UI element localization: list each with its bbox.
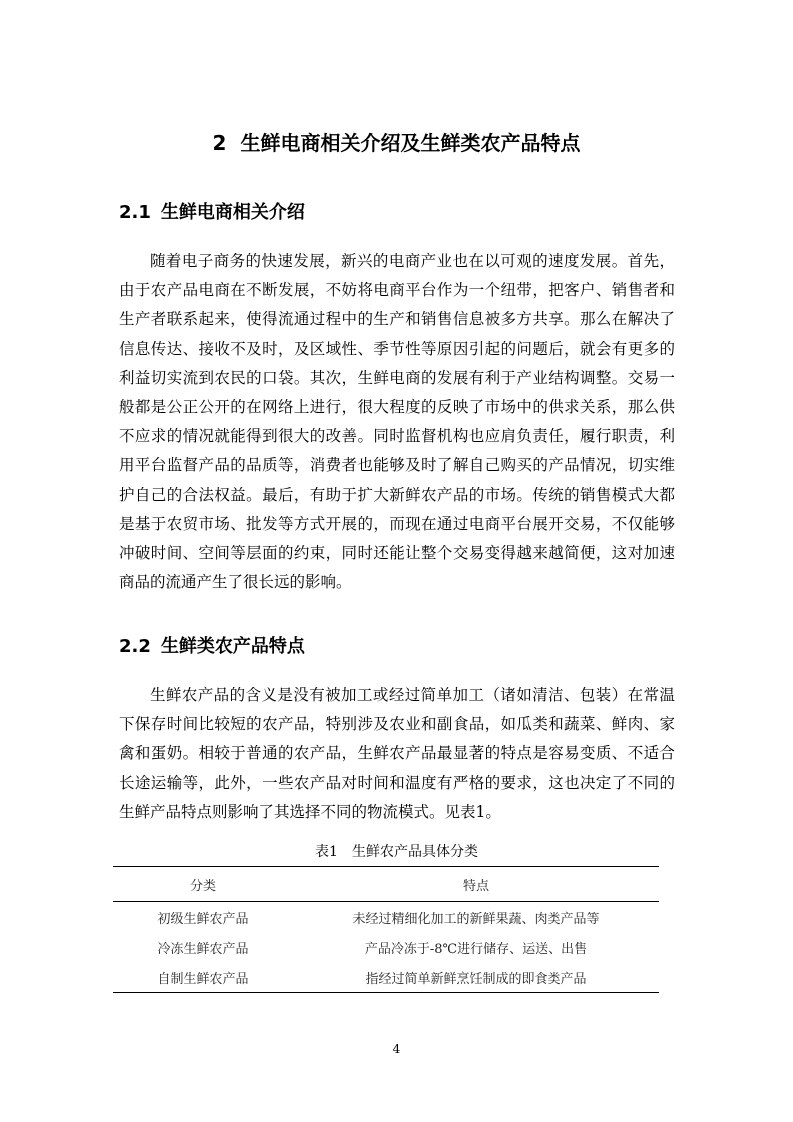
table-header-cell: 分类 xyxy=(189,878,216,894)
table-caption-number: 表1 xyxy=(315,844,338,860)
table-row xyxy=(113,902,659,932)
chapter-title xyxy=(0,128,793,158)
chapter-title-text: 生鲜电商相关介绍及生鲜类农产品特点 xyxy=(240,131,581,155)
table-cell: 未经过精细化加工的新鲜果蔬、肉类产品等 xyxy=(352,911,600,927)
table-row xyxy=(113,962,659,992)
table-cell: 冷冻生鲜农产品 xyxy=(157,941,249,957)
table-cell: 初级生鲜农产品 xyxy=(157,911,249,927)
section-2-1-paragraph: 随着电子商务的快速发展，新兴的电商产业也在以可观的速度发展。首先，由于农产品电商在不断发展，不妨将电商平台作为一个纽带，把客户、销售者和生产者联系起来，使得流通过程中的生产和销售信息被多方共享。那么在解决了信息传达、接收不及时，及区域性、季节性等原因引起的问题后，就会有更多的利益切实流到农民的口袋。其次，生鲜电商的发展有利于产业结构调整。交易一般都是公正公开的在网络上进行，很大程度的反映了市场中的供求关系，那么供不应求的情况就能得到很大的改善。同时监督机构也应肩负责任，履行职责，利用平台监督产品的品质等，消费者也能够及时了解自己购买的产品情况，切实维护自己的合法权益。最后，有助于扩大新鲜农产品的市场。传统的销售模式大都是基于农贸市场、批发等方式开展的，而现在通过电商平台展开交易，不仅能够冲破时间、空间等层面的约束，同时还能让整个交易变得越来越简便，这对加速商品的流通产生了很长远的影响。 xyxy=(119,252,675,592)
section-title-text: 生鲜类农产品特点 xyxy=(160,636,305,657)
table-header-row xyxy=(113,867,659,902)
chapter-number: 2 xyxy=(212,131,227,155)
section-heading-2-2 xyxy=(119,633,305,661)
table-cell: 自制生鲜农产品 xyxy=(157,971,249,987)
section-title-text: 生鲜电商相关介绍 xyxy=(160,202,305,223)
section-2-2-paragraph: 生鲜农产品的含义是没有被加工或经过简单加工（诸如清洁、包装）在常温下保存时间比较短的农产品，特别涉及农业和副食品，如瓜类和蔬菜、鲜肉、家禽和蛋奶。相较于普通的农产品，生鲜农产品最显著的特点是容易变质、不适合长途运输等，此外，一些农产品对时间和温度有严格的要求，这也决定了不同的生鲜产品特点则影响了其选择不同的物流模式。见表1。 xyxy=(119,686,675,821)
table-cell: 指经过简单新鲜烹饪制成的即食类产品 xyxy=(365,971,587,987)
table-caption-title: 生鲜农产品具体分类 xyxy=(351,844,478,860)
section-heading-2-1 xyxy=(119,199,305,227)
table-row xyxy=(113,932,659,962)
page-number: 4 xyxy=(392,1042,401,1056)
section-number: 2.2 xyxy=(119,636,151,657)
table-cell: 产品冷冻于-8℃进行储存、运送、出售 xyxy=(364,941,588,957)
section-number: 2.1 xyxy=(119,202,151,223)
table-caption xyxy=(0,840,793,864)
table-header-cell: 特点 xyxy=(462,878,489,894)
classification-table xyxy=(113,866,659,993)
